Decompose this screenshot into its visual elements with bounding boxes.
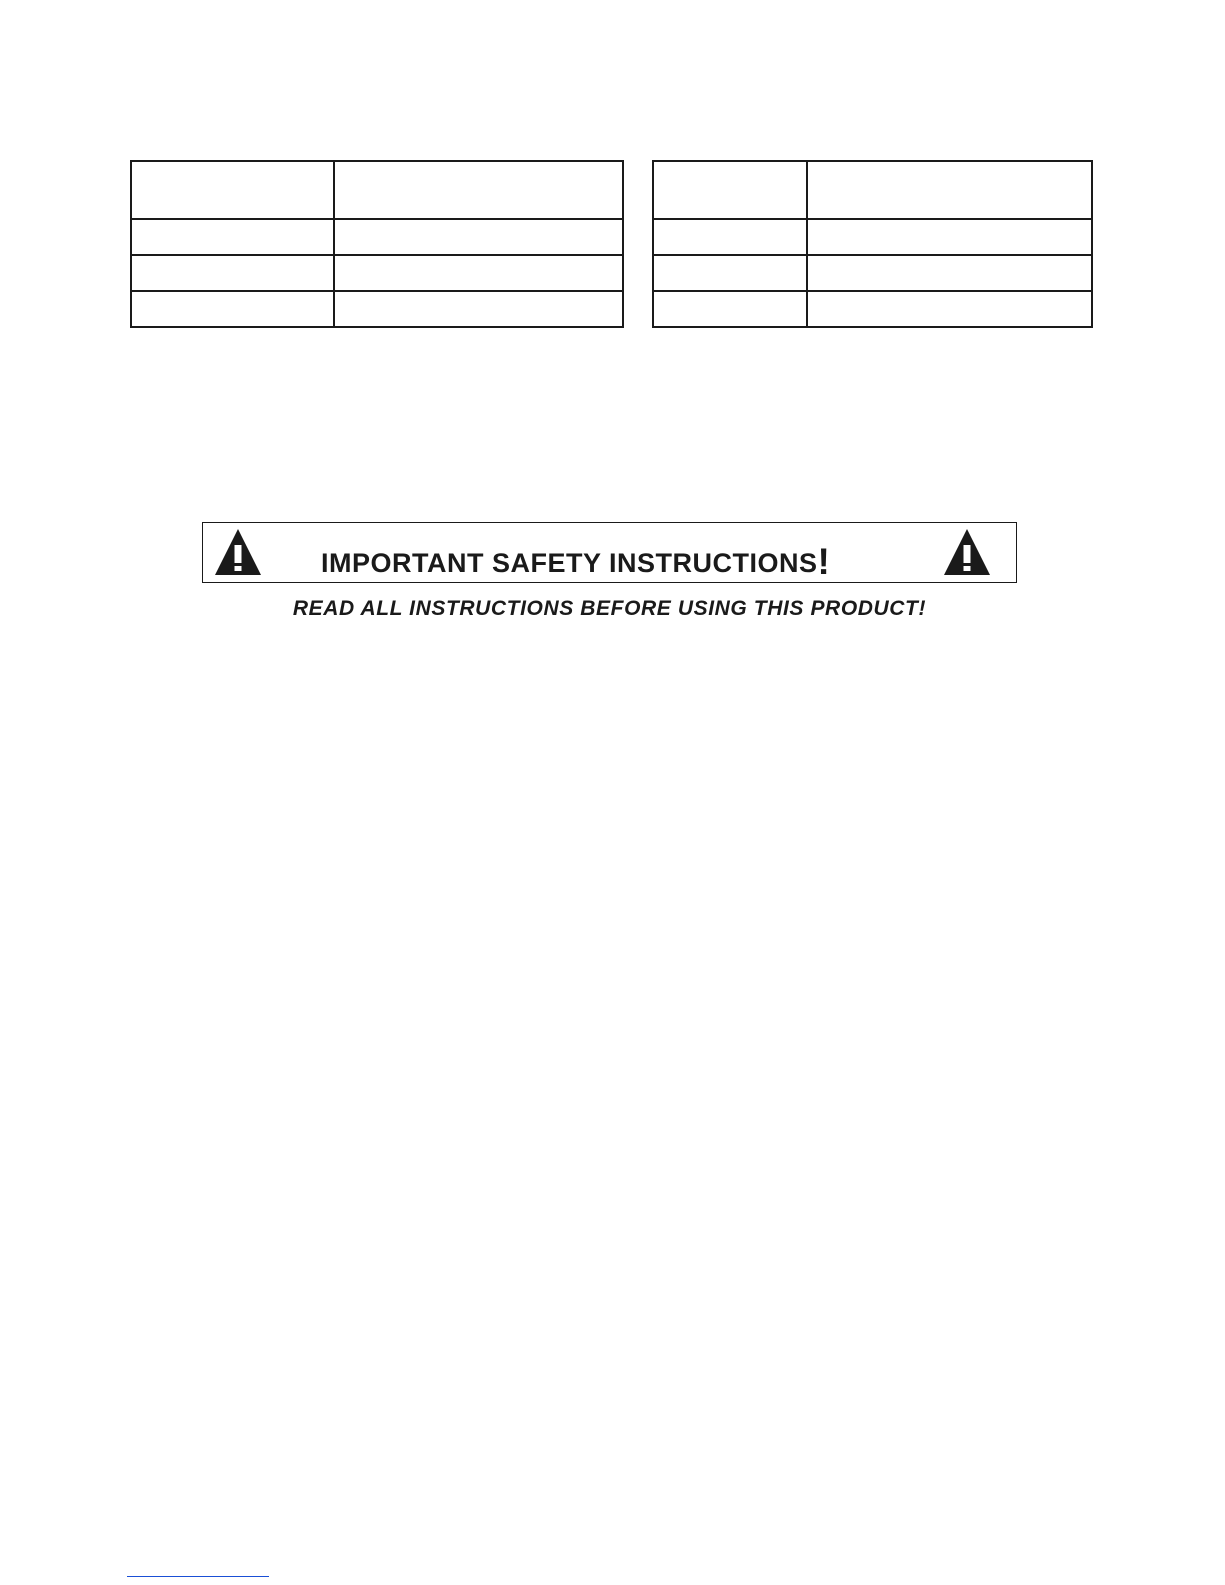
table-cell <box>334 161 623 219</box>
safety-banner <box>202 522 1017 583</box>
safety-subtitle: READ ALL INSTRUCTIONS BEFORE USING THIS PRODUCT! <box>292 597 927 620</box>
table-cell <box>131 255 334 291</box>
table-row <box>653 255 1092 291</box>
table-cell <box>807 291 1092 327</box>
table-cell <box>807 161 1092 219</box>
table-row <box>131 291 623 327</box>
table-cell <box>807 255 1092 291</box>
blank-table-left <box>130 160 624 328</box>
warning-triangle-icon <box>942 527 992 577</box>
table-row <box>131 219 623 255</box>
table-cell <box>807 219 1092 255</box>
table-cell <box>131 291 334 327</box>
table-cell <box>334 219 623 255</box>
table-header-row <box>653 161 1092 219</box>
table-cell <box>334 291 623 327</box>
safety-title-text: IMPORTANT SAFETY INSTRUCTIONS <box>321 548 818 578</box>
blank-table-right <box>652 160 1093 328</box>
table-header-row <box>131 161 623 219</box>
table-cell <box>653 161 807 219</box>
footer-link-underline[interactable] <box>127 1576 269 1577</box>
table-cell <box>653 291 807 327</box>
safety-title-mark: ! <box>817 541 831 582</box>
table-cell <box>653 255 807 291</box>
table-cell <box>334 255 623 291</box>
table-row <box>131 255 623 291</box>
safety-title <box>321 539 830 581</box>
table-cell <box>131 161 334 219</box>
table-row <box>653 219 1092 255</box>
warning-triangle-icon <box>213 527 263 577</box>
table-cell <box>131 219 334 255</box>
table-cell <box>653 219 807 255</box>
table-row <box>653 291 1092 327</box>
